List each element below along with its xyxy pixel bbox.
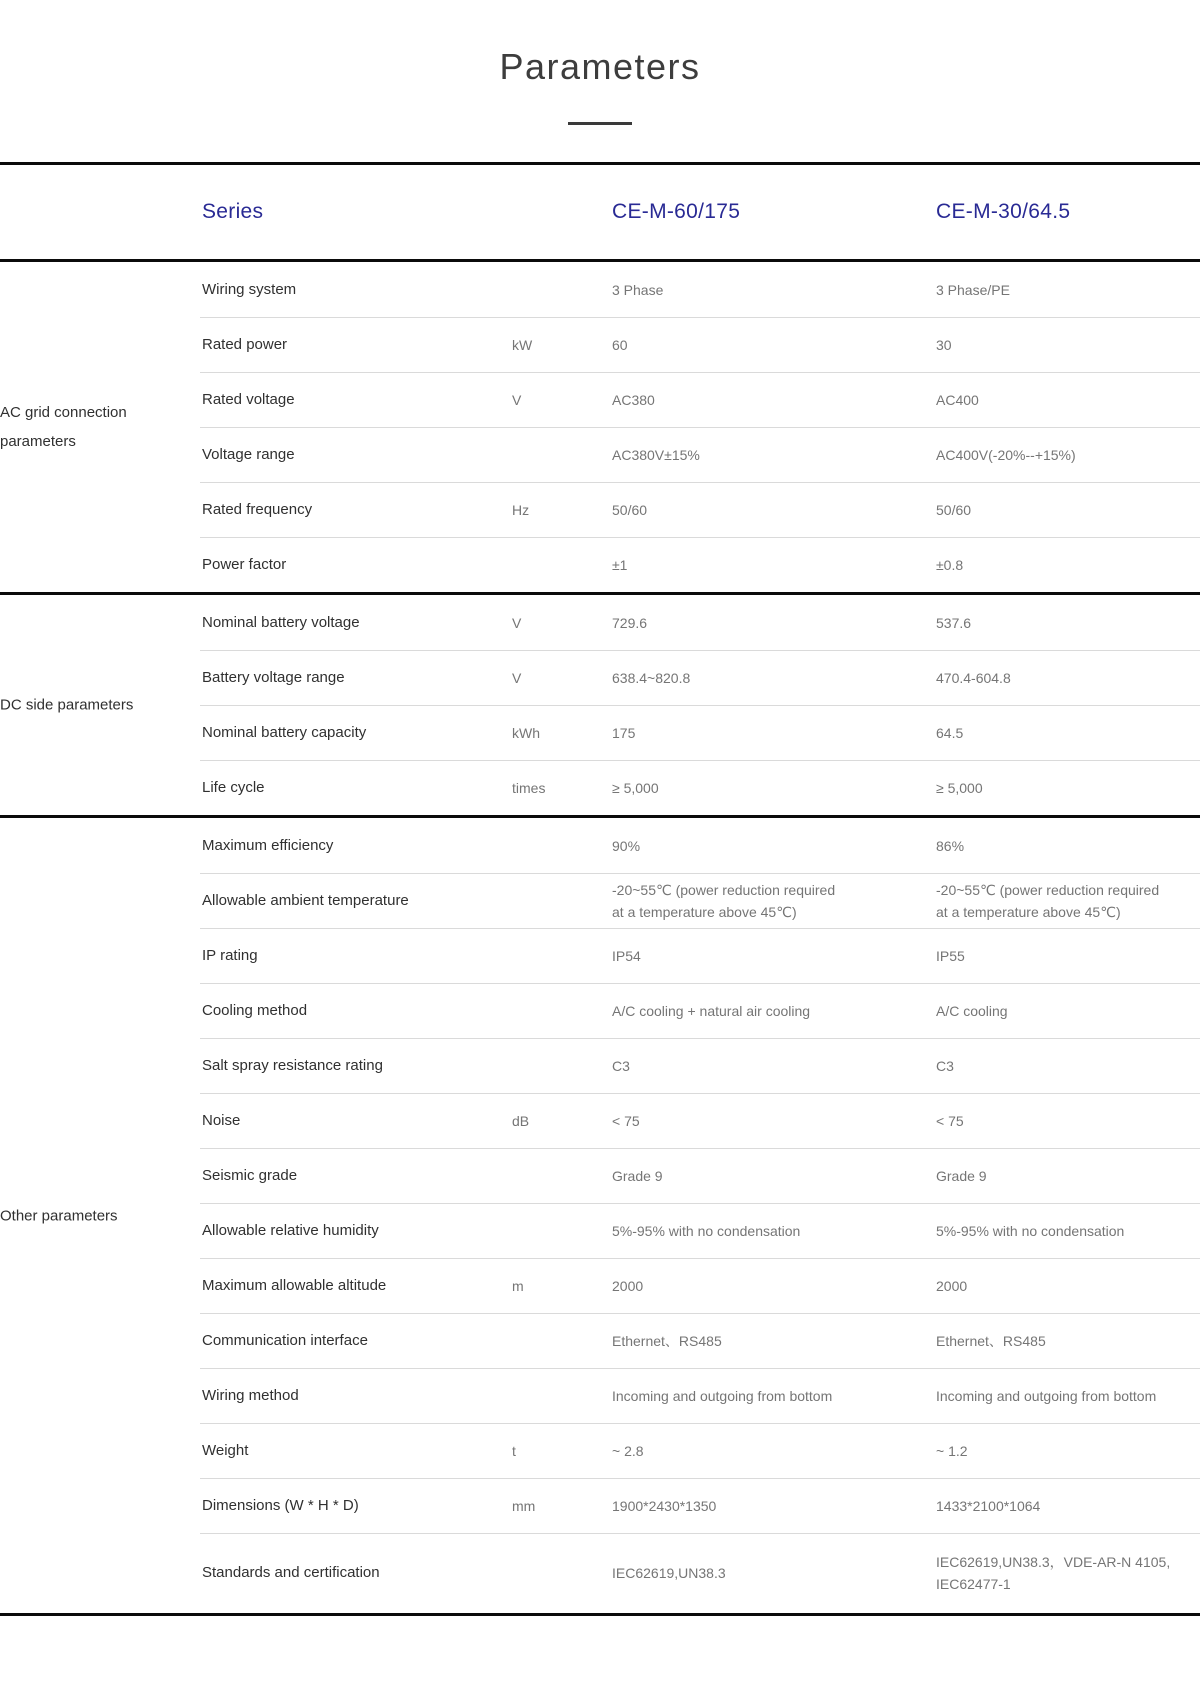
value-cell-2: 1433*2100*1064 [936, 1497, 1041, 1514]
table-row [0, 760, 1200, 815]
param-name-cell: Maximum efficiency [202, 836, 334, 854]
unit-cell: mm [512, 1497, 536, 1514]
param-name-cell: Standards and certification [202, 1564, 380, 1581]
header-series-label: Series [202, 200, 264, 223]
param-name-cell: Allowable relative humidity [202, 1221, 379, 1239]
value-cell-2: AC400V(-20%--+15%) [936, 446, 1076, 463]
unit-cell: V [512, 391, 522, 408]
unit-cell: m [512, 1277, 524, 1294]
value-cell-2: A/C cooling [936, 1002, 1008, 1019]
param-name-cell: Battery voltage range [202, 668, 345, 686]
table-section-1 [0, 592, 1200, 815]
table-row [0, 1038, 1200, 1093]
value-cell-2: 537.6 [936, 614, 972, 631]
value-cell-2: 5%-95% with no condensation [936, 1222, 1125, 1239]
value-cell-1: 50/60 [612, 501, 648, 518]
param-name-cell: Power factor [202, 555, 287, 573]
value-cell-2-line: IEC62477-1 [936, 1576, 1011, 1592]
value-cell-2-line: -20~55℃ (power reduction required [936, 881, 1160, 898]
value-cell-2-line: at a temperature above 45℃) [936, 903, 1121, 920]
table-row [0, 1148, 1200, 1203]
value-cell-2: 50/60 [936, 501, 972, 518]
table-row [0, 1478, 1200, 1533]
table-row [0, 595, 1200, 650]
value-cell-2: C3 [936, 1057, 954, 1074]
param-name-cell: Rated voltage [202, 390, 295, 408]
value-cell-2: IP55 [936, 947, 965, 964]
param-name-cell: IP rating [202, 946, 258, 964]
param-name-cell: Nominal battery capacity [202, 723, 367, 741]
param-name-cell: Wiring system [202, 280, 297, 298]
section-label: Other parameters [0, 1207, 118, 1224]
title-underline [568, 122, 632, 125]
value-cell-1: IEC62619,UN38.3 [612, 1565, 726, 1581]
table-row [0, 427, 1200, 482]
value-cell-2: 3 Phase/PE [936, 281, 1010, 298]
value-cell-1: ~ 2.8 [612, 1442, 644, 1459]
param-name-cell: Cooling method [202, 1001, 308, 1019]
param-name-cell: Maximum allowable altitude [202, 1276, 387, 1294]
param-name-cell: Voltage range [202, 445, 295, 463]
value-cell-1: AC380 [612, 391, 655, 408]
value-cell-1: Grade 9 [612, 1167, 663, 1184]
value-cell-1: 60 [612, 336, 628, 353]
param-name-cell: Salt spray resistance rating [202, 1056, 383, 1074]
value-cell-1: 90% [612, 837, 641, 854]
value-cell-1 [610, 874, 934, 928]
table-row [0, 1258, 1200, 1313]
param-name-cell: Rated frequency [202, 500, 313, 518]
param-name-cell: Wiring method [202, 1386, 299, 1404]
value-cell-1: 2000 [612, 1277, 644, 1294]
value-cell-2: ±0.8 [936, 556, 964, 573]
unit-cell: kWh [512, 724, 540, 741]
table-row [0, 1313, 1200, 1368]
value-cell-1: Ethernet、RS485 [612, 1332, 722, 1349]
table-row [0, 928, 1200, 983]
value-cell-1: Incoming and outgoing from bottom [612, 1387, 833, 1404]
page-title: Parameters [499, 46, 701, 87]
value-cell-2: 30 [936, 336, 952, 353]
unit-cell: times [512, 779, 546, 796]
value-cell-2: 470.4-604.8 [936, 669, 1011, 686]
value-cell-2 [934, 874, 1200, 928]
table-row [0, 1533, 1200, 1613]
value-cell-1: 175 [612, 724, 636, 741]
param-name-cell: Communication interface [202, 1331, 368, 1349]
value-cell-1: 638.4~820.8 [612, 669, 691, 686]
table-row [0, 705, 1200, 760]
param-name-cell: Allowable ambient temperature [202, 891, 409, 909]
section-label: DC side parameters [0, 696, 134, 714]
value-cell-1: 729.6 [612, 614, 648, 631]
parameters-table [0, 162, 1200, 1616]
value-cell-2: Ethernet、RS485 [936, 1332, 1046, 1349]
header-model-2: CE-M-30/64.5 [936, 200, 1071, 223]
unit-cell: Hz [512, 501, 530, 518]
value-cell-2: ~ 1.2 [936, 1442, 968, 1459]
value-cell-1: AC380V±15% [612, 446, 700, 463]
value-cell-2 [934, 1546, 1200, 1600]
value-cell-1: ±1 [612, 556, 628, 573]
value-cell-1: 3 Phase [612, 281, 664, 298]
param-name-cell: Dimensions (W * H * D) [202, 1496, 359, 1514]
table-row [0, 537, 1200, 592]
unit-cell: V [512, 614, 522, 631]
value-cell-1-line: at a temperature above 45℃) [612, 903, 797, 920]
parameters-table-sections [0, 259, 1200, 1613]
table-row [0, 873, 1200, 928]
param-name-cell: Life cycle [202, 778, 265, 796]
param-name-cell: Seismic grade [202, 1166, 298, 1184]
unit-cell: kW [512, 336, 533, 353]
table-row [0, 1093, 1200, 1148]
param-name-cell: Nominal battery voltage [202, 613, 360, 631]
value-cell-1: 1900*2430*1350 [612, 1497, 717, 1514]
value-cell-1-line: -20~55℃ (power reduction required [612, 881, 836, 898]
value-cell-2-line: IEC62619,UN38.3，VDE-AR-N 4105, [936, 1554, 1171, 1570]
value-cell-2: 64.5 [936, 724, 964, 741]
table-row [0, 482, 1200, 537]
unit-cell: t [512, 1442, 516, 1459]
value-cell-2: AC400 [936, 391, 979, 408]
value-cell-1: < 75 [612, 1112, 640, 1129]
value-cell-1: ≥ 5,000 [612, 779, 659, 796]
value-cell-2: 86% [936, 837, 965, 854]
value-cell-2: 2000 [936, 1277, 968, 1294]
header-model-1: CE-M-60/175 [612, 200, 741, 223]
param-name-cell: Rated power [202, 335, 288, 353]
table-row [0, 818, 1200, 873]
param-name-cell: Noise [202, 1111, 241, 1129]
table-row [0, 1423, 1200, 1478]
value-cell-2: Incoming and outgoing from bottom [936, 1387, 1157, 1404]
param-name-cell: Weight [202, 1441, 249, 1459]
section-label: AC grid connection parameters [0, 404, 127, 450]
table-row [0, 317, 1200, 372]
table-section-0 [0, 259, 1200, 592]
unit-cell: dB [512, 1112, 530, 1129]
value-cell-2: < 75 [936, 1112, 964, 1129]
value-cell-1: IP54 [612, 947, 641, 964]
value-cell-2: ≥ 5,000 [936, 779, 983, 796]
table-row [0, 650, 1200, 705]
table-row [0, 1203, 1200, 1258]
table-row [0, 262, 1200, 317]
table-row [0, 983, 1200, 1038]
value-cell-1: C3 [612, 1057, 630, 1074]
table-row [0, 372, 1200, 427]
table-section-2 [0, 815, 1200, 1613]
value-cell-1: 5%-95% with no condensation [612, 1222, 801, 1239]
value-cell-2: Grade 9 [936, 1167, 987, 1184]
unit-cell: V [512, 669, 522, 686]
value-cell-1: A/C cooling + natural air cooling [612, 1002, 811, 1019]
table-row [0, 1368, 1200, 1423]
table-header-row [0, 162, 1200, 259]
